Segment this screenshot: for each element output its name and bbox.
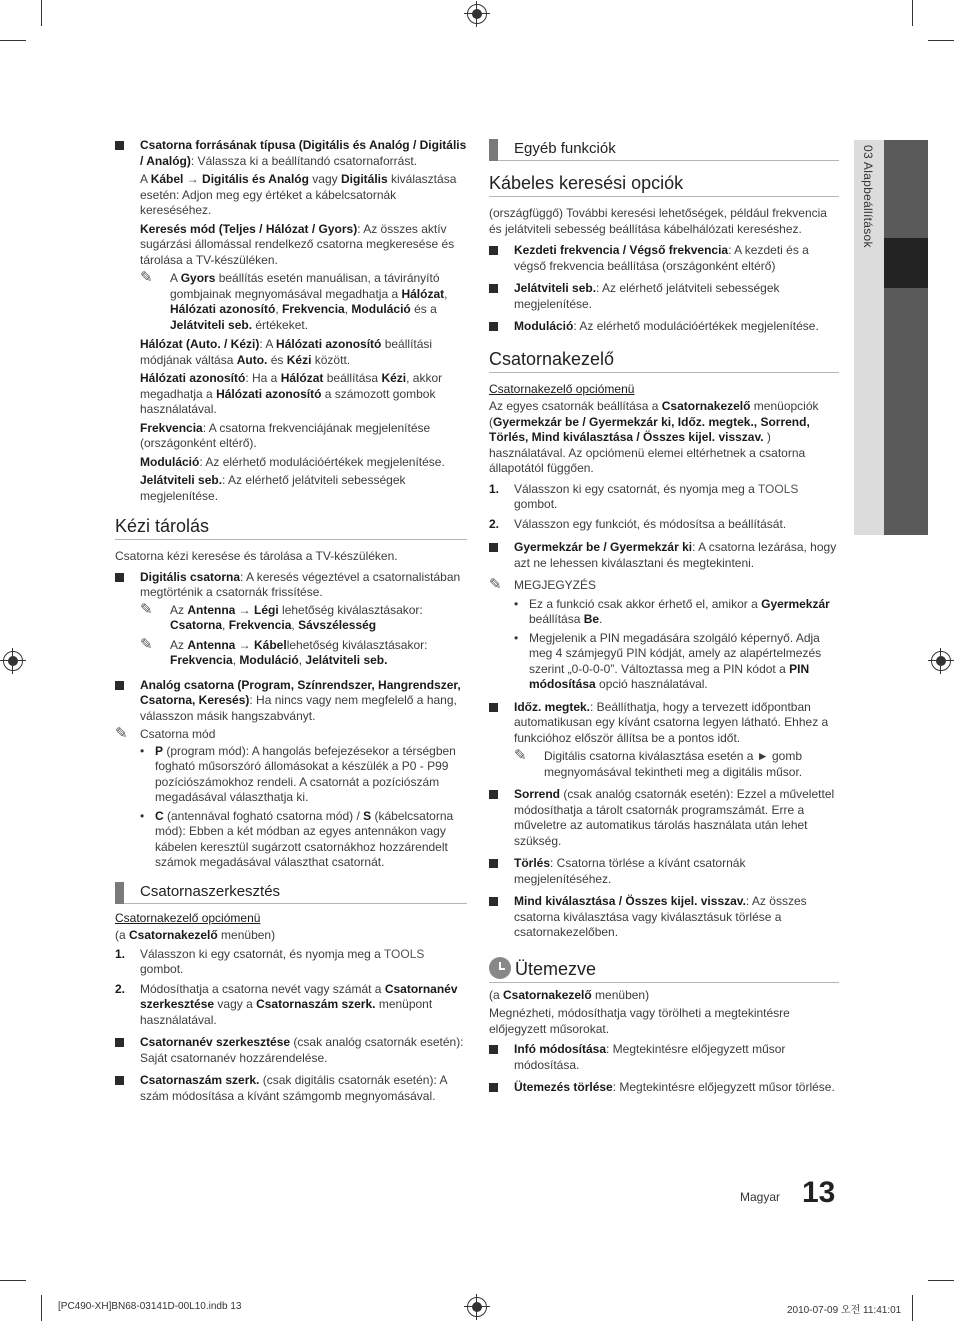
paragraph: Jelátviteli seb.: Az elérhető jelátviteli sebességek megjelenítése. <box>140 473 406 503</box>
crop-mark <box>0 1280 26 1281</box>
crop-mark <box>912 1295 913 1321</box>
subheading: Csatornakezelő opciómenü <box>489 381 635 396</box>
paragraph: Megnézheti, módosíthatja vagy törölheti a megtekintésre előjegyzett műsorokat. <box>489 1006 790 1036</box>
list-item: Csatornaszám szerk. (csak digitális csatornák esetén): A szám módosítása a kívánt számgomb megnyomásával. <box>115 1073 467 1104</box>
list-item: Mind kiválasztása / Összes kijel. visszav.: Az összes csatorna kiválasztása vagy kiválasztásuk törlése a csatornakezelőben. <box>489 894 839 941</box>
note: ✎ Digitális csatorna kiválasztása esetén a ► gomb megnyomásával tekintheti meg a digitális műsor. <box>514 747 803 779</box>
list-item: • Ez a funkció csak akkor érhető el, amikor a Gyermekzár beállítása Be. <box>489 597 839 628</box>
section-heading-csatornakezelo: Csatornakezelő <box>489 349 839 373</box>
note: ✎ A Gyors beállítás esetén manuálisan, a távirányító gombjainak megnyomásával megadhatja a Hálózat, Hálózati azonosító, Frekvencia, Moduláció és a Jelátviteli seb. értékeket. <box>140 269 448 332</box>
note: ✎ Az Antenna → Kábellehetőség kiválasztásakor: Frekvencia, Moduláció, Jelátviteli seb. <box>140 635 428 667</box>
clock-icon <box>489 957 511 979</box>
section-heading-csatornaszerkesztes: Csatornaszerkesztés <box>115 883 467 904</box>
section-heading-kabeles-keresesi-opciok: Kábeles keresési opciók <box>489 173 839 197</box>
crop-mark <box>41 0 42 26</box>
registration-mark-icon <box>931 651 951 671</box>
left-column <box>115 138 467 1111</box>
crop-mark <box>41 1295 42 1321</box>
list-item: Moduláció: Az elérhető modulációértékek megjelenítése. <box>489 319 839 335</box>
list-item: Ütemezés törlése: Megtekintésre előjegyzett műsor törlése. <box>489 1080 839 1096</box>
footer-date: 2010-07-09 오전 11:41:01 <box>787 1305 902 1316</box>
list-item: Sorrend (csak analóg csatornák esetén): Ezzel a művelettel módosíthatja a tárolt csatornák programszámát. Erre a műveletre az automatikus tárolás használata után lehet szükség. <box>489 787 839 849</box>
subheading: Csatornakezelő opciómenü <box>115 910 261 925</box>
list-item: Gyermekzár be / Gyermekzár ki: A csatorna lezárása, hogy azt ne lehessen kiválasztani és megtekinteni. <box>489 540 839 571</box>
registration-mark-icon <box>467 1297 487 1317</box>
crop-mark <box>928 40 954 41</box>
paragraph: Hálózat (Auto. / Kézi): A Hálózati azonosító beállítási módjának váltása Auto. és Kézi között. <box>140 337 433 367</box>
paragraph: Hálózati azonosító: Ha a Hálózat beállítása Kézi, akkor megadhatja a Hálózati azonosító a számozott gombok használatával. <box>140 371 443 416</box>
list-item: Jelátviteli seb.: Az elérhető jelátviteli sebességek megjelenítése. <box>489 281 839 312</box>
chapter-tab-marker <box>884 238 928 288</box>
language-label: Magyar <box>740 1190 781 1204</box>
right-column <box>489 138 839 1103</box>
note: ✎ MEGJEGYZÉS <box>489 576 597 593</box>
crop-mark <box>928 1280 954 1281</box>
paragraph: Keresés mód (Teljes / Hálózat / Gyors): Az összes aktív sugárzási állomással rendelkező csatorna megkeresése és tárolása a TV-készüléken. <box>140 221 455 267</box>
list-item: Időz. megtek.: Beállíthatja, hogy a tervezett időpontban automatikusan egy kívánt csatorna legyen látható. Ehhez a funkcióhoz először állítsa be a pontos időt. <box>489 700 839 747</box>
list-item: Kezdeti frekvencia / Végső frekvencia: A kezdeti és a végső frekvencia beállítása (országonként eltérő) <box>489 243 839 274</box>
chapter-tab-bar <box>884 140 928 535</box>
list-item: • P (program mód): A hangolás befejezésekor a térségben fogható műsorszóró állomásokat a készülék a P0 - P99 pozíciószámokhoz rendeli. A csatornát a pozíciószám megadásával választhatja ki. <box>115 744 467 806</box>
paragraph: (a Csatornakezelő menüben) <box>115 928 276 942</box>
pencil-icon: ✎ <box>140 269 153 286</box>
paragraph: A Kábel → Digitális és Analóg vagy Digitális kiválasztása esetén: Adjon meg egy értéket a kábelcsatornák kereséséhez. <box>140 172 457 217</box>
section-heading-utemezve: Ütemezve <box>489 957 839 983</box>
section-heading-kezi-tarolas: Kézi tárolás <box>115 516 467 540</box>
paragraph: Csatorna kézi keresése és tárolása a TV-készüléken. <box>115 549 398 563</box>
paragraph: Frekvencia: A csatorna frekvenciájának megjelenítése (országonként eltérő). <box>140 420 431 450</box>
note: ✎ Az Antenna → Légi lehetőség kiválasztásakor: Csatorna, Frekvencia, Sávszélesség <box>140 600 423 632</box>
list-item: Analóg csatorna (Program, Színrendszer, Hangrendszer, Csatorna, Keresés): Ha nincs vagy nem megfelelő a hang, válasszon másik hangszabványt. <box>115 678 467 725</box>
list-item: • Megjelenik a PIN megadására szolgáló képernyő. Adja meg 4 számjegyű PIN kódját, amely az alapértelmezés szerint „0-0-0-0”. Változtassa meg a PIN kódot a PIN módosítása opció használatával. <box>489 631 839 693</box>
note: ✎ Csatorna mód <box>115 725 216 742</box>
footer-file: [PC490-XH]BN68-03141D-00L10.indb 13 <box>58 1301 242 1312</box>
pencil-icon: ✎ <box>140 635 153 653</box>
pencil-icon: ✎ <box>514 747 527 764</box>
paragraph: Az egyes csatornák beállítása a Csatornakezelő menüopciók (Gyermekzár be / Gyermekzár ki, Időz. megtek., Sorrend, Törlés, Mind kiválasztása / Összes kijel. visszav. ) használatával. Az opciómenü elemei eltérhetnek a csatorna állapotától függően. <box>489 399 819 475</box>
list-item: Csatornanév szerkesztése (csak analóg csatornák esetén): Saját csatornanév hozzárendelése. <box>115 1035 467 1066</box>
numbered-step: 1. Válasszon ki egy csatornát, és nyomja meg a TOOLS gombot. <box>489 481 799 511</box>
registration-mark-icon <box>3 651 23 671</box>
paragraph: (országfüggő) További keresési lehetőségek, például frekvencia és jelátviteli sebesség beállítása kábelhálózati kereséshez. <box>489 206 827 236</box>
page-number-value: 13 <box>802 1176 836 1209</box>
crop-mark <box>0 40 26 41</box>
registration-mark-icon <box>467 4 487 24</box>
list-item: Törlés: Csatorna törlése a kívánt csatornák megjelenítéséhez. <box>489 856 839 887</box>
paragraph: (a Csatornakezelő menüben) <box>489 987 650 1002</box>
list-item: Infó módosítása: Megtekintésre előjegyzett műsor módosítása. <box>489 1042 839 1073</box>
numbered-step: 2. Módosíthatja a csatorna nevét vagy számát a Csatornanév szerkesztése vagy a Csatornaszám szerk. menüpont használatával. <box>115 981 458 1027</box>
paragraph: Moduláció: Az elérhető modulációértékek megjelenítése. <box>140 454 445 469</box>
numbered-step: 2. Válasszon egy funkciót, és módosítsa a beállítását. <box>489 516 787 531</box>
list-item: • C (antennával fogható csatorna mód) / S (kábelcsatorna mód): Ebben a két módban az egyes antennákon vagy kábelen keresztül sugárzott csatornákhoz hozzárendelt számok megadásával választhat csatornát. <box>115 809 467 871</box>
pencil-icon: ✎ <box>115 725 128 742</box>
pencil-icon: ✎ <box>140 600 153 618</box>
list-item: Digitális csatorna: A keresés végeztével a csatornalistában megtörténik a csatornák frissítése. <box>115 570 467 601</box>
list-item: Csatorna forrásának típusa (Digitális és Analóg / Digitális / Analóg): Válassza ki a beállítandó csatornaforrást. <box>115 138 467 169</box>
pencil-icon: ✎ <box>489 576 502 593</box>
numbered-step: 1. Válasszon ki egy csatornát, és nyomja meg a TOOLS gombot. <box>115 946 425 976</box>
crop-mark <box>912 0 913 26</box>
chapter-tab-label: 03 Alapbeállítások <box>861 145 875 248</box>
section-heading-egyeb-funkciok: Egyéb funkciók <box>489 140 839 161</box>
